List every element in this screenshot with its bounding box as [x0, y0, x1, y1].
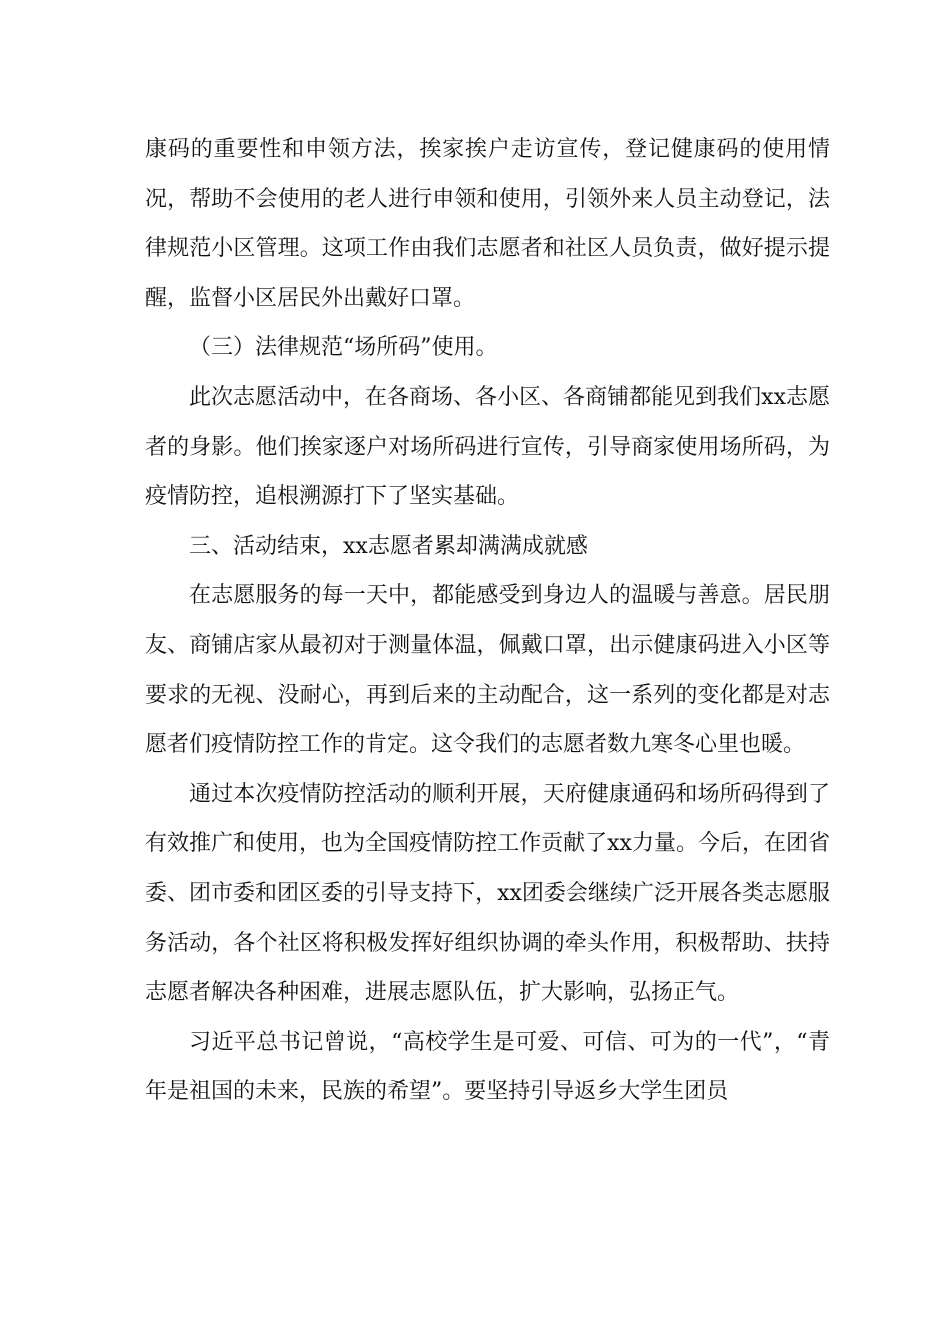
paragraph-health-code-continuation: 康码的重要性和申领方法，挨家挨户走访宣传，登记健康码的使用情况，帮助不会使用的老人进行申领和使用，引领外来人员主动登记，法律规范小区管理。这项工作由我们志愿者和社区人员负责，做好提示提醒，监督小区居民外出戴好口罩。 [145, 137, 830, 311]
paragraph-youth-quote: 习近平总书记曾说，“高校学生是可爱、可信、可为的一代”，“青年是祖国的未来，民族的希望”。要坚持引导返乡大学生团员 [145, 1029, 830, 1105]
section-heading-activity-end: 三、活动结束，xx志愿者累却满满成就感 [189, 533, 588, 559]
document-body [145, 125, 830, 1117]
paragraph-volunteer-experience: 在志愿服务的每一天中，都能感受到身边人的温暖与善意。居民朋友、商铺店家从最初对于测量体温，佩戴口罩，出示健康码进入小区等要求的无视、没耐心，再到后来的主动配合，这一系列的变化都是对志愿者们疫情防控工作的肯定。这令我们的志愿者数九寒冬心里也暖。 [145, 583, 830, 758]
paragraph-place-code: 此次志愿活动中，在各商场、各小区、各商铺都能见到我们xx志愿者的身影。他们挨家逐户对场所码进行宣传，引导商家使用场所码，为疫情防控，追根溯源打下了坚实基础。 [145, 384, 830, 510]
paragraph-activity-summary: 通过本次疫情防控活动的顺利开展，天府健康通码和场所码得到了有效推广和使用，也为全国疫情防控工作贡献了xx力量。今后，在团省委、团市委和团区委的引导支持下，xx团委会继续广泛开展各类志愿服务活动，各个社区将积极发挥好组织协调的牵头作用，积极帮助、扶持志愿者解决各种困难，进展志愿队伍，扩大影响，弘扬正气。 [145, 781, 830, 1006]
section-heading-place-code: （三）法律规范“场所码”使用。 [189, 335, 498, 361]
